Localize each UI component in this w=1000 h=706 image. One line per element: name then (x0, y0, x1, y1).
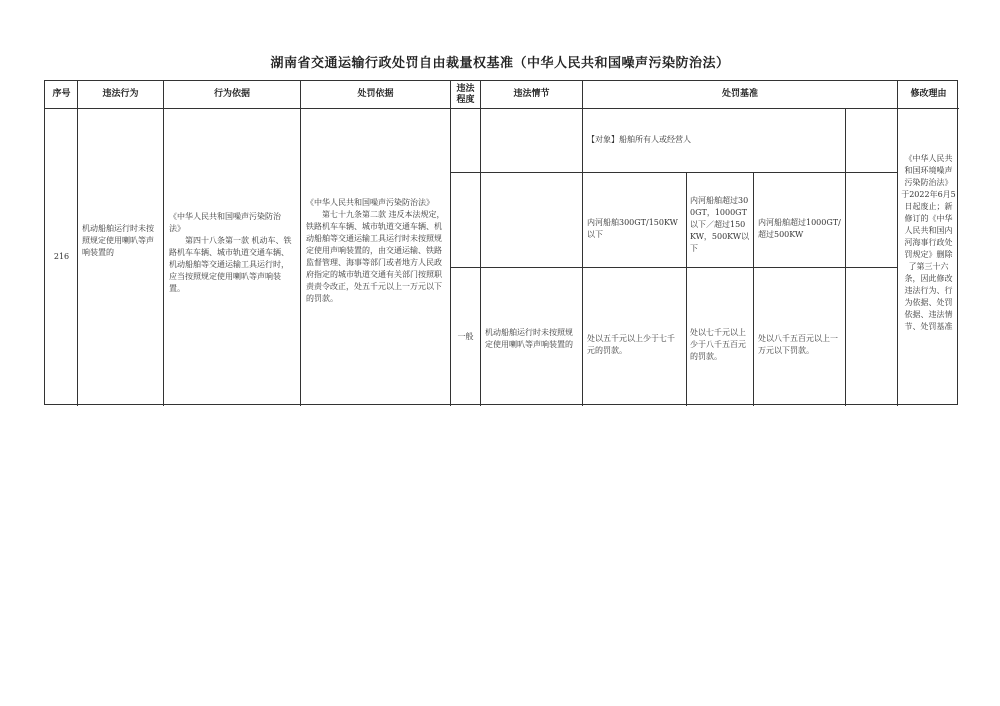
header-violation: 违法行为 (102, 89, 139, 99)
cell-target: 【对象】船舶所有人或经营人 (587, 135, 691, 144)
cell-reason: 《中华人民共和国环境噪声污染防治法》于2022年6月5日起废止；新修订的《中华人民共和国内河海事行政处罚规定》删除了第三十六条，因此修改违法行为、行为依据、处罚依据、违法情节、处罚基准 (901, 154, 956, 331)
row-divider (45, 108, 959, 109)
cell-degree: 一般 (457, 331, 474, 341)
cell-penalty-basis: 《中华人民共和国噪声污染防治法》 第七十九条第二款 违反本法规定，铁路机车车辆、城市轨道交通车辆、机动船舶等交通运输工具运行时未按照规定使用声响装置的，由交通运输、铁路监督管理、海事等部门或者地方人民政府指定的城市轨道交通有关部门按照职责责令改正，处五千元以上一万元以下的罚款。 (306, 198, 445, 303)
col-divider (686, 172, 687, 406)
header-circumstance: 违法情节 (513, 89, 550, 99)
cell-tier1: 内河船舶300GT/150KW以下 (587, 218, 678, 239)
cell-violation: 机动船舶运行时未按照规定使用喇叭等声响装置的 (82, 224, 154, 257)
col-divider (753, 172, 754, 406)
col-divider (163, 81, 164, 406)
col-divider (582, 81, 583, 406)
col-divider (845, 172, 846, 406)
cell-penalty1: 处以五千元以上少于七千元的罚款。 (587, 334, 675, 355)
cell-seq: 216 (53, 252, 70, 261)
cell-penalty2: 处以七千元以上少于八千五百元的罚款。 (690, 328, 746, 361)
cell-act-basis: 《中华人民共和国噪声污染防治法》 第四十八条第一款 机动车、铁路机车车辆、城市轨道交通车辆、机动船舶等交通运输工具运行时，应当按照规定使用喇叭等声响装置。 (169, 212, 292, 293)
row-divider (450, 172, 897, 173)
header-penalty-basis: 处罚依据 (357, 89, 394, 99)
page-title: 湖南省交通运输行政处罚自由裁量权基准（中华人民共和国噪声污染防治法） (270, 56, 730, 71)
col-divider (480, 81, 481, 406)
col-divider (845, 108, 846, 172)
col-divider (77, 81, 78, 406)
penalty-table (44, 80, 958, 405)
header-reason: 修改理由 (910, 89, 947, 99)
header-act-basis: 行为依据 (213, 89, 250, 99)
col-divider (300, 81, 301, 406)
cell-circumstance: 机动船舶运行时未按照规定使用喇叭等声响装置的 (485, 328, 573, 349)
cell-penalty3: 处以八千五百元以上一万元以下罚款。 (758, 334, 838, 355)
header-degree: 违法程度 (456, 83, 475, 105)
header-standard: 处罚基准 (721, 89, 758, 99)
col-divider (897, 81, 898, 406)
row-divider (450, 267, 897, 268)
cell-tier3: 内河船舶超过1000GT/超过500KW (758, 218, 841, 239)
cell-tier2: 内河船舶超过300GT，1000GT以下／超过150KW，500KW以下 (690, 196, 750, 253)
header-seq: 序号 (52, 89, 71, 99)
